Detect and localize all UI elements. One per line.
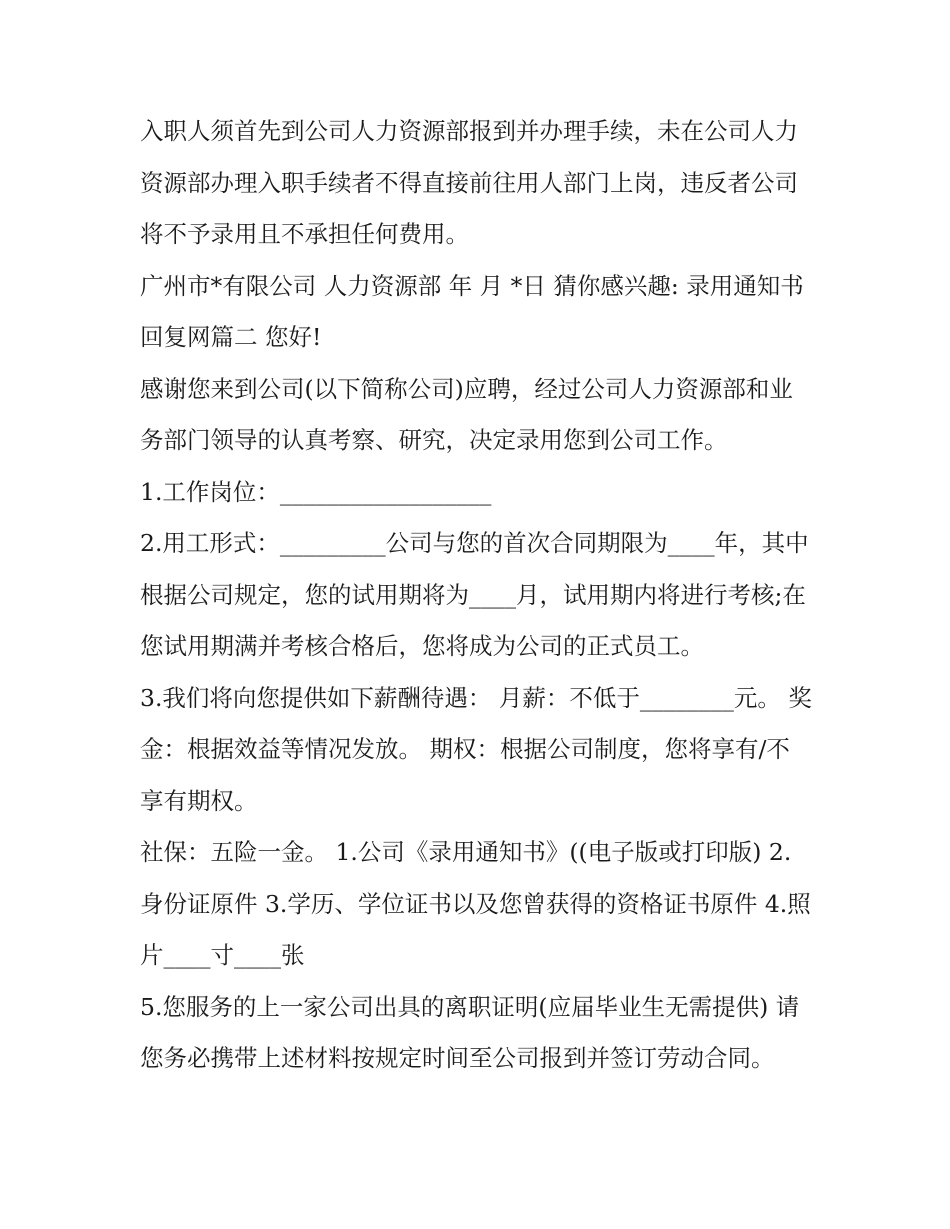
paragraph-onboarding-notice: 入职人须首先到公司人力资源部报到并办理手续，未在公司人力资源部办理入职手续者不得直接前往用人部门上岗，违反者公司将不予录用且不承担任何费用。 — [140, 117, 798, 248]
paragraph-job-position: 1.工作岗位：__________________ — [140, 477, 492, 506]
paragraph-salary: 3.我们将向您提供如下薪酬待遇： 月薪：不低于________元。 奖金：根据效益等情况发放。 期权：根据公司制度，您将享有/不享有期权。 — [140, 683, 812, 815]
paragraph-thanks: 感谢您来到公司(以下简称公司)应聘，经过公司人力资源部和业务部门领导的认真考察、研究，决定录用您到公司工作。 — [140, 374, 793, 454]
document-body — [140, 106, 812, 1085]
paragraph-social-insurance: 社保：五险一金。 1.公司《录用通知书》((电子版或打印版) 2.身份证原件 3.学历、学位证书以及您曾获得的资格证书原件 4.照片____寸____张 — [140, 838, 811, 969]
paragraph-company-signature: 广州市*有限公司 人力资源部 年 月 *日 猜你感兴趣: 录用通知书回复网篇二 您好! — [140, 271, 804, 351]
paragraph-resignation-certificate: 5.您服务的上一家公司出具的离职证明(应届毕业生无需提供) 请您务必携带上述材料按规定时间至公司报到并签订劳动合同。 — [140, 992, 800, 1072]
paragraph-employment-form: 2.用工形式：_________公司与您的首次合同期限为____年，其中根据公司规定，您的试用期将为____月，试用期内将进行考核;在您试用期满并考核合格后，您将成为公司的正式员工。 — [140, 529, 809, 660]
